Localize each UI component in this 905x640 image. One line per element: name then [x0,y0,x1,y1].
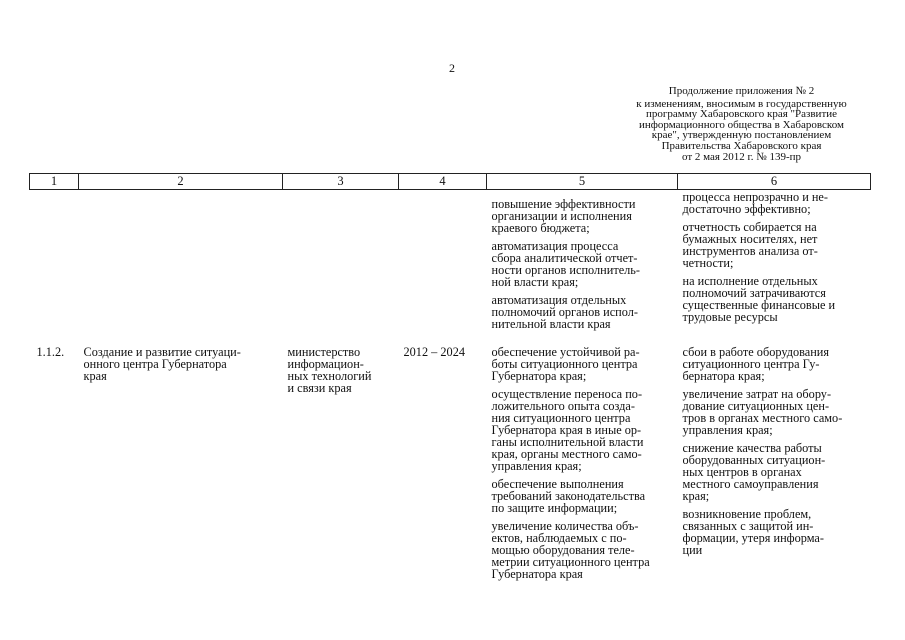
column-header: 2 [79,174,283,190]
appendix-title: Продолжение приложения № 2 [668,85,815,97]
list-item: увеличение затрат на обору- дование ситуационных цен- тров в органах местного само- управления края; [682,387,843,437]
list-item: автоматизация отдельных полномочий органов испол- нительной власти края [491,293,638,331]
cell-goals [487,190,678,347]
list-item: автоматизация процесса сбора аналитической отчет- ности органов исполнитель- ной власти края; [491,239,641,289]
list-item: снижение качества работы оборудованных ситуацион- ных центров в органах местного самоуправления края; [682,441,826,503]
measure-name: Создание и развитие ситуаци- онного центра Губернатора края [83,345,241,383]
list-item: сбои в работе оборудования ситуационного центра Гу- бернатора края; [682,345,830,383]
list-item: увеличение количества объ- ектов, наблюдаемых с по- мощью оборудования теле- метрии ситуационного центра Губернатора края [491,519,650,581]
list-item: отчетность собирается на бумажных носителях, нет инструментов анализа от- четности; [682,220,818,270]
appendix-header [600,86,883,162]
table-row-1-1-2 [30,346,871,580]
cell-goals [487,346,678,580]
cell-empty [399,190,487,347]
cell-problems [678,346,871,580]
column-header: 6 [678,174,871,190]
list-item: осуществление переноса по- ложительного опыта созда- ния ситуационного центра Губернатора края в иные ор- ганы исполнительной власти края, органы местного само- управления края; [491,387,644,473]
list-item: на исполнение отдельных полномочий затрачиваются существенные финансовые и трудовые ресурсы [682,274,836,324]
list-item: обеспечение выполнения требований законодательства по защите информации; [491,477,646,515]
cell-empty [79,190,283,347]
appendix-line: к изменениям, вносимым в государственную [636,97,847,110]
list-item: процесса непрозрачно и не- достаточно эффективно; [682,190,828,216]
appendix-line: программу Хабаровского края "Развитие [645,108,838,121]
list-item: возникновение проблем, связанных с защитой ин- формации, утеря информа- ции [682,507,824,557]
program-table [29,173,871,580]
column-header: 5 [487,174,678,190]
executor: министерство информацион- ных технологий и связи края [287,345,372,395]
table-header-row [30,174,871,190]
page-number: 2 [449,61,455,75]
appendix-line: крае", утвержденную постановлением [651,129,832,142]
column-header: 4 [399,174,487,190]
row-number: 1.1.2. [36,345,65,359]
column-header: 3 [283,174,399,190]
table-row-continuation [30,190,871,347]
appendix-line: Правительства Хабаровского края [661,139,822,152]
column-header: 1 [30,174,79,190]
list-item: повышение эффективности организации и исполнения краевого бюджета; [491,197,636,235]
appendix-line: информационного общества в Хабаровском [639,118,844,131]
cell-empty [283,190,399,347]
cell-empty [30,190,79,347]
period: 2012 – 2024 [403,345,465,359]
cell-problems [678,190,871,347]
appendix-line: от 2 мая 2012 г. № 139-пр [681,150,802,163]
list-item: обеспечение устойчивой ра- боты ситуационного центра Губернатора края; [491,345,640,383]
